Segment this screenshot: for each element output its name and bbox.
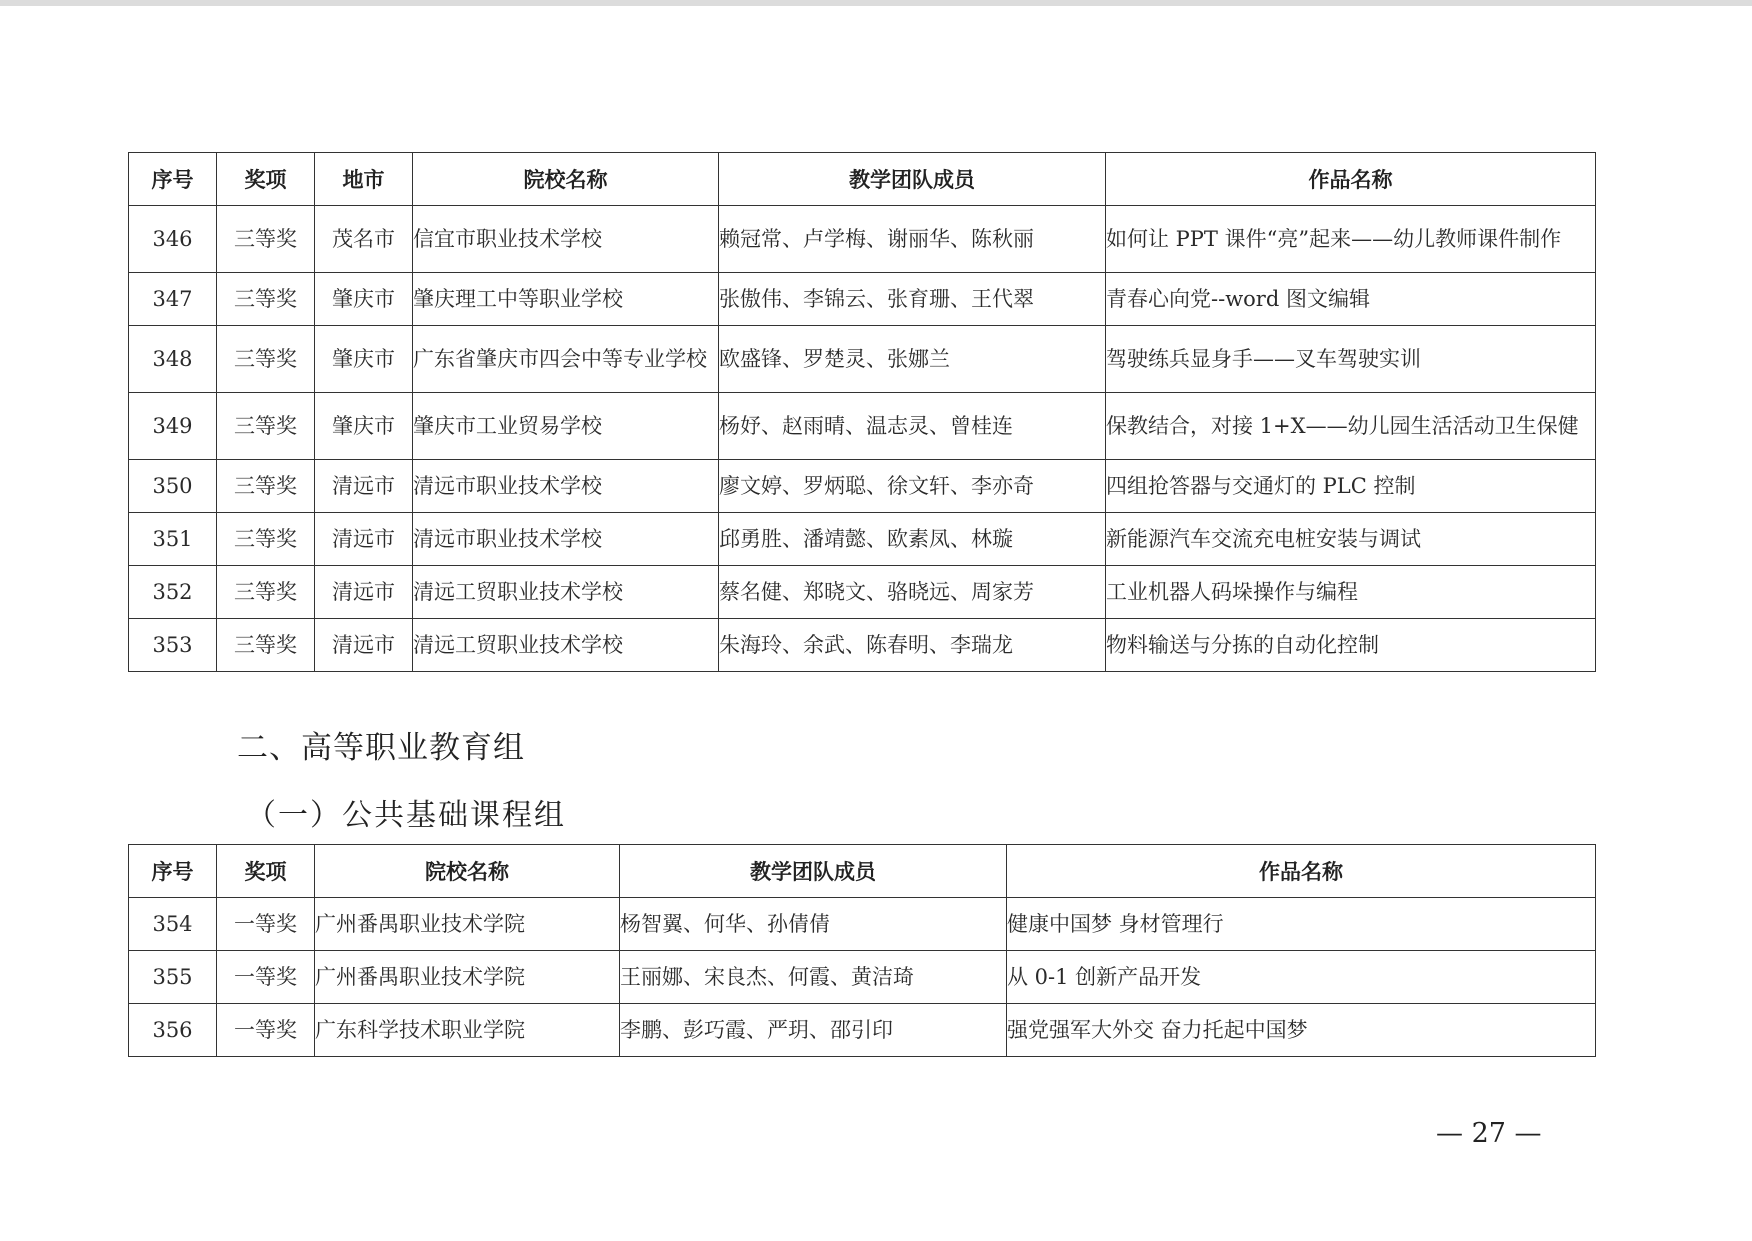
cell-school: 肇庆理工中等职业学校 (413, 273, 719, 326)
cell-city: 肇庆市 (315, 273, 413, 326)
table-header-row (129, 153, 1596, 206)
cell-award: 三等奖 (217, 273, 315, 326)
cell-no: 354 (129, 898, 217, 951)
cell-city: 茂名市 (315, 206, 413, 273)
cell-work: 新能源汽车交流充电桩安装与调试 (1106, 513, 1596, 566)
cell-team: 蔡名健、郑晓文、骆晓远、周家芳 (719, 566, 1106, 619)
cell-award: 三等奖 (217, 326, 315, 393)
header-award: 奖项 (217, 845, 315, 898)
header-school: 院校名称 (413, 153, 719, 206)
cell-award: 一等奖 (217, 898, 315, 951)
table-header-row (129, 845, 1596, 898)
cell-no: 349 (129, 393, 217, 460)
header-team: 教学团队成员 (620, 845, 1007, 898)
cell-no: 355 (129, 951, 217, 1004)
table-row (129, 898, 1596, 951)
header-work: 作品名称 (1106, 153, 1596, 206)
awards-table-secondary (128, 152, 1596, 672)
cell-city: 清远市 (315, 619, 413, 672)
page-number: — 27 — (1436, 1118, 1542, 1149)
cell-award: 三等奖 (217, 619, 315, 672)
cell-team: 李鹏、彭巧霞、严玥、邵引印 (620, 1004, 1007, 1057)
header-work: 作品名称 (1007, 845, 1596, 898)
cell-work: 青春心向党--word 图文编辑 (1106, 273, 1596, 326)
cell-no: 347 (129, 273, 217, 326)
cell-no: 350 (129, 460, 217, 513)
table-row (129, 619, 1596, 672)
cell-award: 三等奖 (217, 566, 315, 619)
cell-work: 从 0-1 创新产品开发 (1007, 951, 1596, 1004)
cell-city: 肇庆市 (315, 393, 413, 460)
cell-award: 三等奖 (217, 206, 315, 273)
cell-award: 三等奖 (217, 460, 315, 513)
cell-city: 肇庆市 (315, 326, 413, 393)
cell-work: 物料输送与分拣的自动化控制 (1106, 619, 1596, 672)
cell-no: 346 (129, 206, 217, 273)
cell-award: 三等奖 (217, 513, 315, 566)
cell-school: 广东省肇庆市四会中等专业学校 (413, 326, 719, 393)
cell-school: 信宜市职业技术学校 (413, 206, 719, 273)
cell-team: 杨智翼、何华、孙倩倩 (620, 898, 1007, 951)
cell-school: 清远市职业技术学校 (413, 460, 719, 513)
cell-team: 邱勇胜、潘靖懿、欧素凤、林璇 (719, 513, 1106, 566)
cell-no: 348 (129, 326, 217, 393)
table-row (129, 206, 1596, 273)
header-city: 地市 (315, 153, 413, 206)
cell-city: 清远市 (315, 513, 413, 566)
table-row (129, 513, 1596, 566)
cell-city: 清远市 (315, 566, 413, 619)
cell-work: 健康中国梦 身材管理行 (1007, 898, 1596, 951)
subsection-heading: （一）公共基础课程组 (246, 798, 566, 833)
table-row (129, 951, 1596, 1004)
header-team: 教学团队成员 (719, 153, 1106, 206)
header-no: 序号 (129, 153, 217, 206)
cell-school: 清远市职业技术学校 (413, 513, 719, 566)
cell-work: 工业机器人码垛操作与编程 (1106, 566, 1596, 619)
cell-work: 四组抢答器与交通灯的 PLC 控制 (1106, 460, 1596, 513)
cell-award: 一等奖 (217, 951, 315, 1004)
cell-work: 如何让 PPT 课件“亮”起来——幼儿教师课件制作 (1106, 206, 1596, 273)
table-row (129, 273, 1596, 326)
awards-table-higher (128, 844, 1596, 1057)
cell-award: 一等奖 (217, 1004, 315, 1057)
cell-team: 朱海玲、余武、陈春明、李瑞龙 (719, 619, 1106, 672)
top-edge-bar (0, 0, 1752, 6)
table-row (129, 460, 1596, 513)
cell-school: 广州番禺职业技术学院 (315, 951, 620, 1004)
cell-team: 王丽娜、宋良杰、何霞、黄洁琦 (620, 951, 1007, 1004)
cell-school: 清远工贸职业技术学校 (413, 566, 719, 619)
cell-work: 强党强军大外交 奋力托起中国梦 (1007, 1004, 1596, 1057)
table-row (129, 1004, 1596, 1057)
cell-award: 三等奖 (217, 393, 315, 460)
cell-city: 清远市 (315, 460, 413, 513)
cell-work: 驾驶练兵显身手——叉车驾驶实训 (1106, 326, 1596, 393)
cell-team: 杨妤、赵雨晴、温志灵、曾桂连 (719, 393, 1106, 460)
cell-team: 张傲伟、李锦云、张育珊、王代翠 (719, 273, 1106, 326)
cell-team: 欧盛锋、罗楚灵、张娜兰 (719, 326, 1106, 393)
table-row (129, 566, 1596, 619)
cell-school: 肇庆市工业贸易学校 (413, 393, 719, 460)
cell-school: 清远工贸职业技术学校 (413, 619, 719, 672)
header-school: 院校名称 (315, 845, 620, 898)
section-heading: 二、高等职业教育组 (237, 730, 525, 766)
cell-no: 356 (129, 1004, 217, 1057)
cell-no: 351 (129, 513, 217, 566)
header-award: 奖项 (217, 153, 315, 206)
cell-school: 广州番禺职业技术学院 (315, 898, 620, 951)
cell-team: 赖冠常、卢学梅、谢丽华、陈秋丽 (719, 206, 1106, 273)
header-no: 序号 (129, 845, 217, 898)
table-row (129, 393, 1596, 460)
cell-team: 廖文婷、罗炳聪、徐文轩、李亦奇 (719, 460, 1106, 513)
table-row (129, 326, 1596, 393)
cell-no: 352 (129, 566, 217, 619)
cell-no: 353 (129, 619, 217, 672)
cell-work: 保教结合，对接 1+X——幼儿园生活活动卫生保健 (1106, 393, 1596, 460)
cell-school: 广东科学技术职业学院 (315, 1004, 620, 1057)
